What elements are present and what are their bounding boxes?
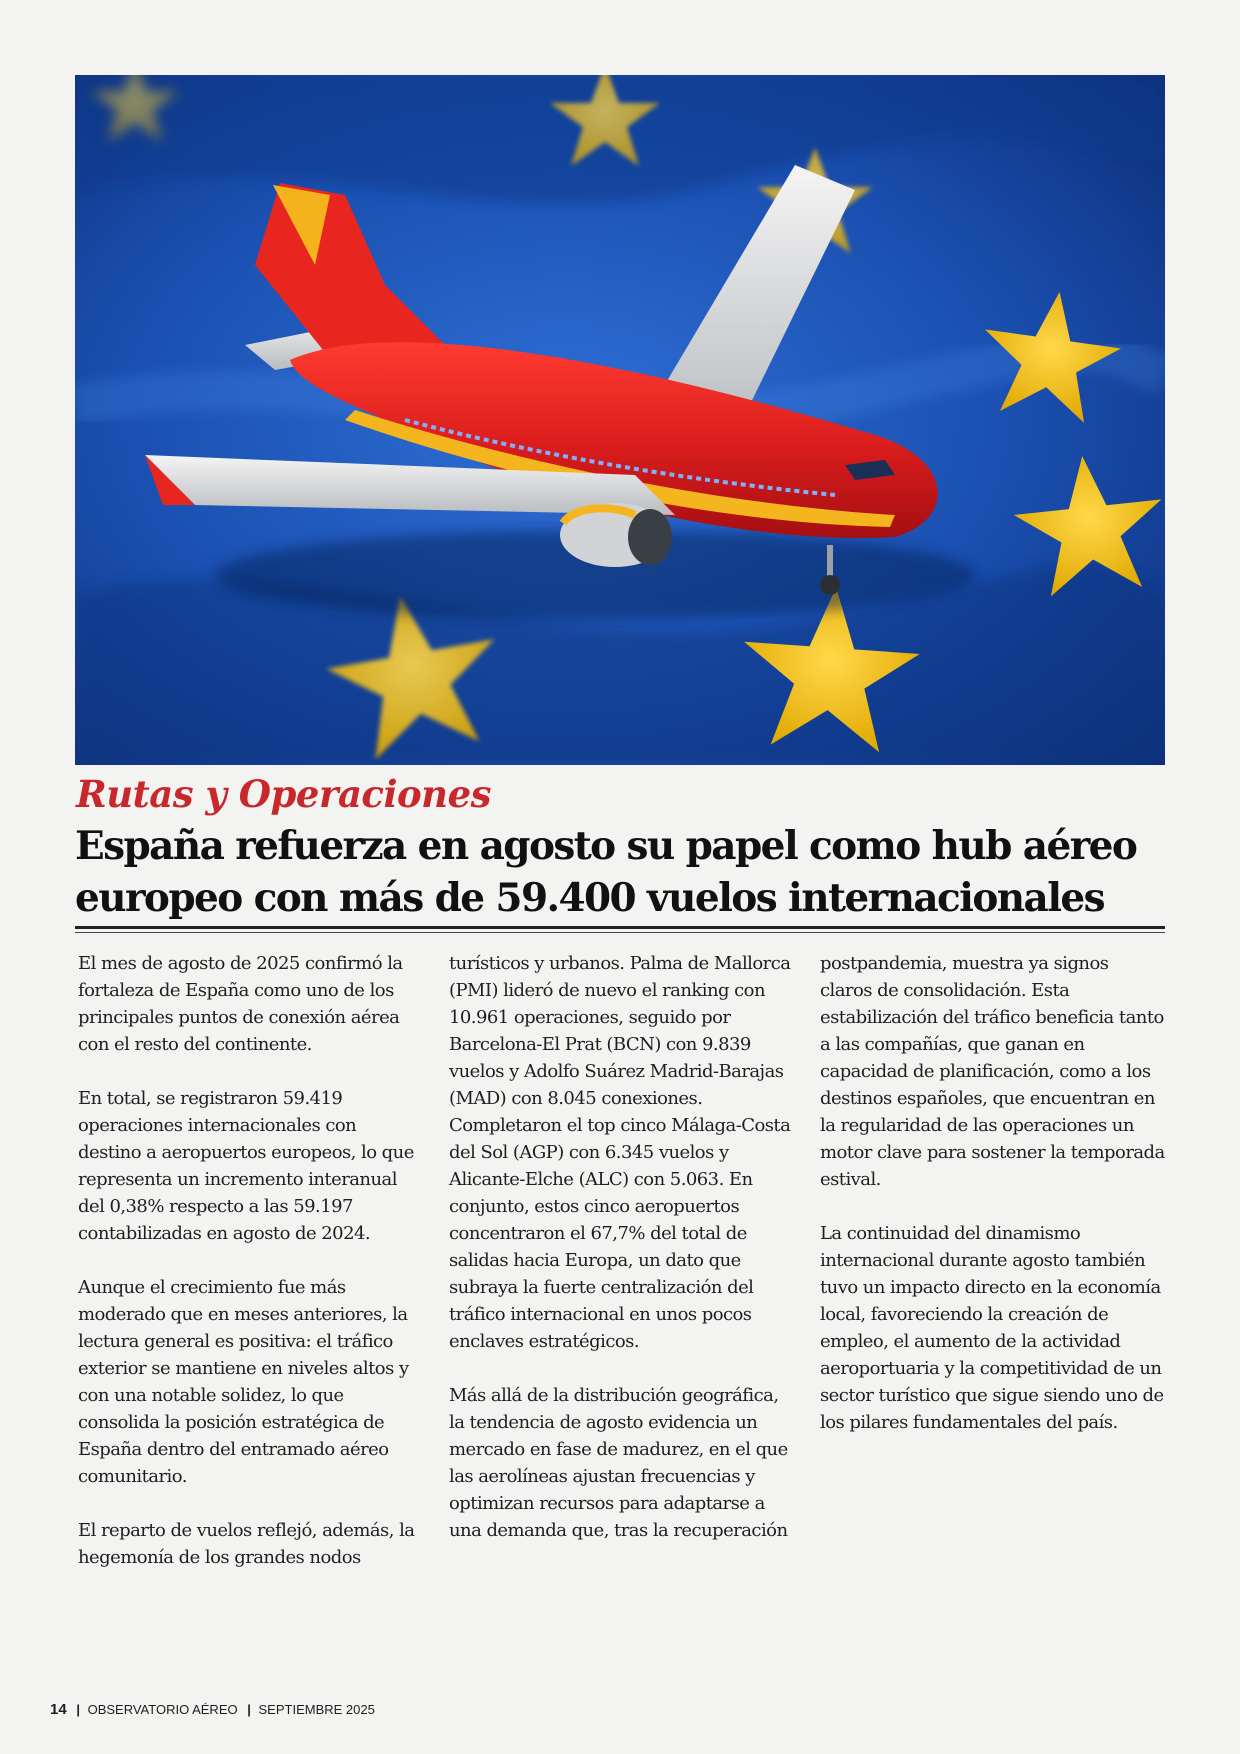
footer-separator: |	[76, 1702, 80, 1717]
issue-date: SEPTIEMBRE 2025	[258, 1702, 375, 1717]
publication-name: OBSERVATORIO AÉREO	[87, 1702, 238, 1717]
body-paragraph: El mes de agosto de 2025 confirmó la fortaleza de España como uno de los principales puntos de conexión aérea con el resto del continente.	[78, 953, 403, 1055]
body-paragraph: postpandemia, muestra ya signos claros de consolidación. Esta estabilización del tráfico beneficia tanto a las compañías, que ganan en capacidad de planificación, como a los destinos españoles, que encuentran en la regularidad de las operaciones un motor clave para sostener la temporada estival.	[820, 953, 1165, 1190]
headline-line-2: europeo con más de 59.400 vuelos internacionales	[75, 875, 1105, 921]
body-paragraph: Aunque el crecimiento fue más moderado que en meses anteriores, la lectura general es positiva: el tráfico exterior se mantiene en niveles altos y con una notable solidez, lo que consolida la posición estratégica de España dentro del entramado aéreo comunitario.	[78, 1277, 409, 1487]
body-column-1	[78, 950, 423, 1598]
headline-divider-thick	[75, 926, 1165, 929]
body-paragraph: El reparto de vuelos reflejó, además, la hegemonía de los grandes nodos	[78, 1520, 415, 1568]
body-paragraph: En total, se registraron 59.419 operaciones internacionales con destino a aeropuertos europeos, lo que representa un incremento interanual del 0,38% respecto a las 59.197 contabilizadas en agosto de 2024.	[78, 1088, 414, 1244]
hero-photo-airplane-eu-flag	[75, 75, 1165, 765]
page-number: 14	[50, 1701, 67, 1718]
body-column-3	[820, 950, 1165, 1463]
article-headline	[75, 820, 1170, 924]
headline-divider-thin	[75, 932, 1165, 933]
footer-separator: |	[247, 1702, 251, 1717]
section-kicker: Rutas y Operaciones	[76, 772, 491, 816]
body-paragraph: Más allá de la distribución geográfica, la tendencia de agosto evidencia un mercado en fase de madurez, en el que las aerolíneas ajustan frecuencias y optimizan recursos para adaptarse a una demanda que, tras la recuperación	[449, 1385, 788, 1541]
headline-line-1: España refuerza en agosto su papel como hub aéreo	[75, 823, 1137, 869]
page-footer	[50, 1701, 375, 1718]
body-paragraph: La continuidad del dinamismo internacional durante agosto también tuvo un impacto directo en la economía local, favoreciendo la creación de empleo, el aumento de la actividad aeroportuaria y la competitividad de un sector turístico que sigue siendo uno de los pilares fundamentales del país.	[820, 1223, 1164, 1433]
body-column-2	[449, 950, 794, 1571]
article-body	[78, 950, 1168, 1610]
hero-illustration	[75, 75, 1165, 765]
body-paragraph: turísticos y urbanos. Palma de Mallorca (PMI) lideró de nuevo el ranking con 10.961 operaciones, seguido por Barcelona-El Prat (BCN) con 9.839 vuelos y Adolfo Suárez Madrid-Barajas (MAD) con 8.045 conexiones. Completaron el top cinco Málaga-Costa del Sol (AGP) con 6.345 vuelos y Alicante-Elche (ALC) con 5.063. En conjunto, estos cinco aeropuertos concentraron el 67,7% del total de salidas hacia Europa, un dato que subraya la fuerte centralización del tráfico internacional en unos pocos enclaves estratégicos.	[449, 953, 791, 1352]
